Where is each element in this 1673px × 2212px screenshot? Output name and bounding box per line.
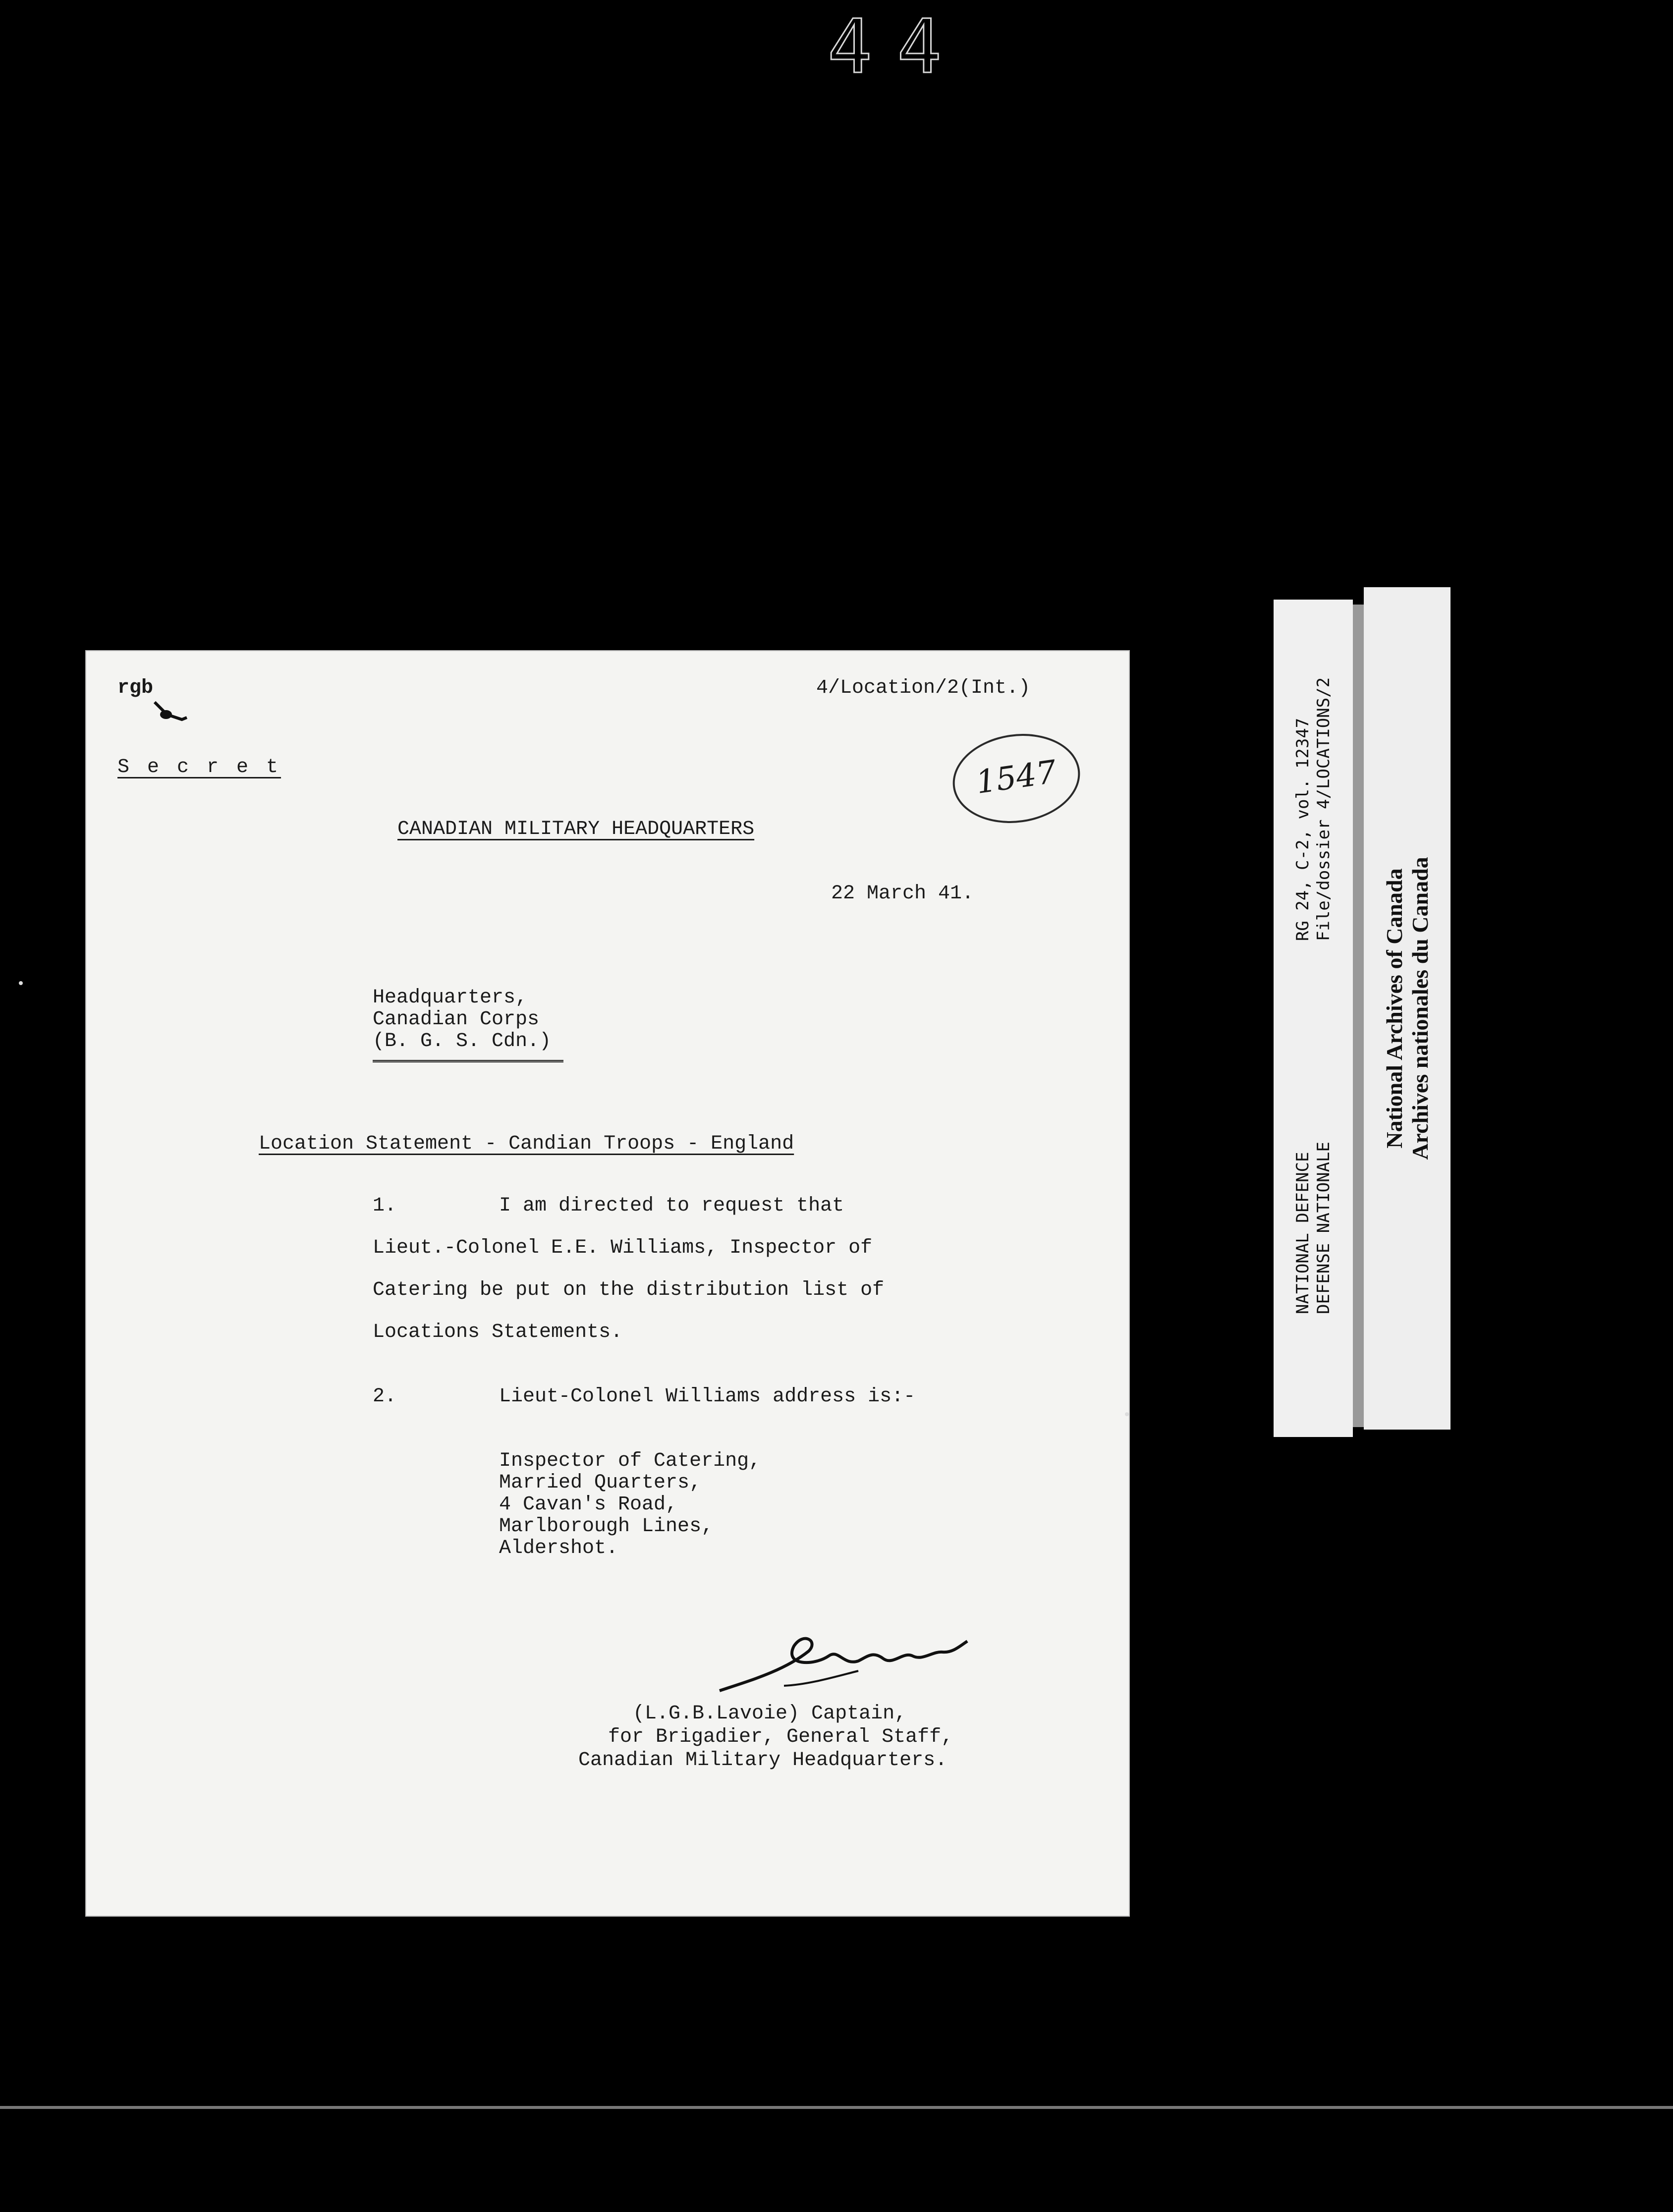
signature-line: Canadian Military Headquarters. bbox=[578, 1749, 948, 1771]
ink-mark bbox=[152, 700, 192, 729]
stamp-number: 1547 bbox=[973, 754, 1059, 801]
frame-number: 44 bbox=[827, 4, 967, 90]
film-speck bbox=[1125, 1412, 1129, 1416]
para2-text: Lieut-Colonel Williams address is:- bbox=[499, 1385, 916, 1408]
signature-line: for Brigadier, General Staff, bbox=[608, 1726, 953, 1748]
label-divider bbox=[1353, 605, 1364, 1427]
institution-label: National Archives of Canada Archives nationales du Canada bbox=[1381, 857, 1433, 1160]
film-edge bbox=[0, 2106, 1673, 2109]
archival-reference: RG 24, C-2, vol. 12347 File/dossier 4/LOCATIONS/2 bbox=[1293, 677, 1334, 941]
film-speck bbox=[19, 981, 23, 985]
department-label: NATIONAL DEFENCE DEFENSE NATIONALE bbox=[1293, 1141, 1334, 1314]
signature-line: (L.G.B.Lavoie) Captain, bbox=[633, 1703, 907, 1725]
registry-stamp bbox=[947, 726, 1086, 831]
handwritten-signature bbox=[710, 1621, 977, 1701]
file-reference: 4/Location/2(Int.) bbox=[816, 677, 1031, 699]
para1-number: 1. bbox=[373, 1195, 397, 1217]
addressee-rule bbox=[373, 1060, 563, 1062]
subject-line: Location Statement - Candian Troops - England bbox=[259, 1133, 794, 1155]
address-line: 4 Cavan's Road, bbox=[499, 1493, 678, 1516]
address-line: Marlborough Lines, bbox=[499, 1515, 714, 1538]
address-line: Married Quarters, bbox=[499, 1472, 702, 1494]
archive-reference-strip bbox=[1274, 600, 1353, 1437]
addressee-line: (B. G. S. Cdn.) bbox=[373, 1030, 552, 1052]
archive-institution-strip bbox=[1364, 587, 1450, 1430]
security-classification: S e c r e t bbox=[117, 756, 281, 778]
para1-line: I am directed to request that bbox=[499, 1195, 844, 1217]
para1-line: Locations Statements. bbox=[373, 1321, 623, 1343]
typist-initials: rgb bbox=[117, 677, 154, 699]
addressee-line: Headquarters, bbox=[373, 987, 528, 1009]
address-line: Inspector of Catering, bbox=[499, 1450, 761, 1472]
letter-page bbox=[85, 650, 1130, 1917]
para1-line: Catering be put on the distribution list of bbox=[373, 1279, 885, 1301]
address-line: Aldershot. bbox=[499, 1537, 618, 1559]
addressee-line: Canadian Corps bbox=[373, 1008, 540, 1031]
para1-line: Lieut.-Colonel E.E. Williams, Inspector of bbox=[373, 1237, 873, 1259]
letter-date: 22 March 41. bbox=[831, 883, 974, 905]
para2-number: 2. bbox=[373, 1385, 397, 1408]
org-heading: CANADIAN MILITARY HEADQUARTERS bbox=[397, 818, 755, 840]
